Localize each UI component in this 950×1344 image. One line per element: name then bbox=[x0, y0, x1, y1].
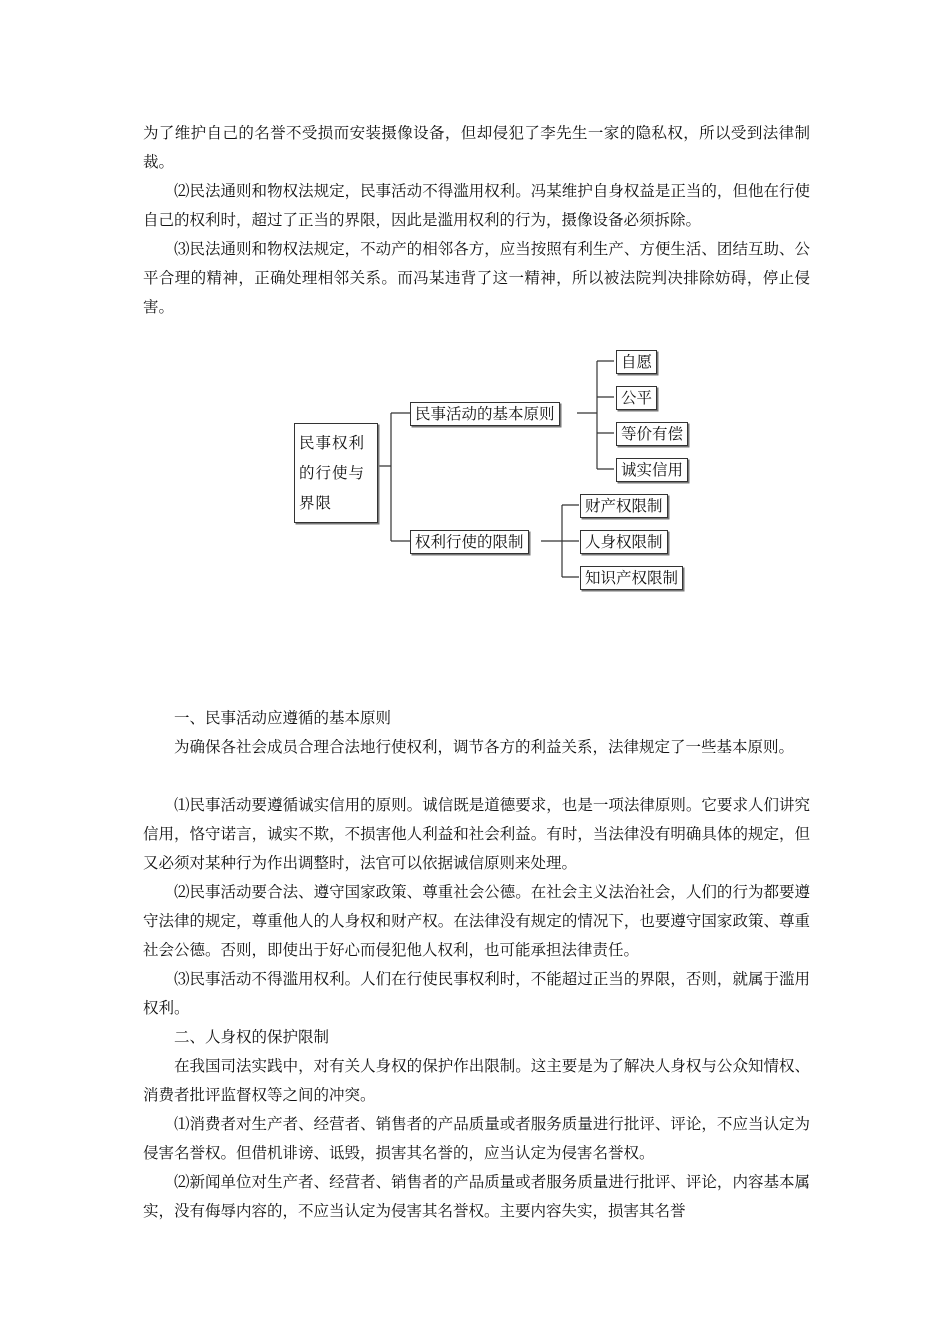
paragraph: ⑶民事活动不得滥用权利。人们在行使民事权利时，不能超过正当的界限，否则，就属于滥用权利。 bbox=[143, 970, 810, 1017]
paragraph: ⑵民事活动要合法、遵守国家政策、尊重社会公德。在社会主义法治社会，人们的行为都要遵守法律的规定，尊重他人的人身权和财产权。在法律没有规定的情况下，也要遵守国家政策、尊重社会公德。否则，即使出于好心而侵犯他人权利，也可能承担法律责任。 bbox=[143, 883, 810, 959]
paragraph: ⑴民事活动要遵循诚实信用的原则。诚信既是道德要求，也是一项法律原则。它要求人们讲究信用，恪守诺言，诚实不欺，不损害他人利益和社会利益。有时，当法律没有明确具体的规定，但又必须对某种行为作出调整时，法官可以依据诚信原则来处理。 bbox=[143, 796, 810, 872]
paragraph: ⑵民法通则和物权法规定，民事活动不得滥用权利。冯某维护自身权益是正当的，但他在行使自己的权利时，超过了正当的界限，因此是滥用权利的行为，摄像设备必须拆除。 bbox=[143, 182, 810, 229]
section-heading: 一、民事活动应遵循的基本原则 bbox=[174, 709, 392, 727]
paragraph: ⑵新闻单位对生产者、经营者、销售者的产品质量或者服务质量进行批评、评论，内容基本属实，没有侮辱内容的，不应当认定为侵害其名誉权。主要内容失实，损害其名誉 bbox=[143, 1173, 810, 1220]
diagram-item: 知识产权限制 bbox=[580, 566, 683, 590]
paragraph: ⑶民法通则和物权法规定，不动产的相邻各方，应当按照有利生产、方便生活、团结互助、公平合理的精神，正确处理相邻关系。而冯某违背了这一精神，所以被法院判决排除妨碍，停止侵害。 bbox=[143, 240, 810, 316]
section-heading: 二、人身权的保护限制 bbox=[174, 1028, 330, 1046]
diagram-item: 等价有偿 bbox=[616, 422, 688, 446]
paragraph: 在我国司法实践中，对有关人身权的保护作出限制。这主要是为了解决人身权与公众知情权、消费者批评监督权等之间的冲突。 bbox=[143, 1057, 810, 1104]
diagram-branch-principles: 民事活动的基本原则 bbox=[410, 402, 560, 426]
paragraph: 为确保各社会成员合理合法地行使权利，调节各方的利益关系，法律规定了一些基本原则。 bbox=[174, 738, 795, 756]
diagram-item: 诚实信用 bbox=[616, 458, 688, 482]
diagram-item: 人身权限制 bbox=[580, 530, 668, 554]
paragraph: 为了维护自己的名誉不受损而安装摄像设备，但却侵犯了李先生一家的隐私权，所以受到法律制裁。 bbox=[143, 124, 810, 171]
diagram-item: 自愿 bbox=[616, 350, 657, 374]
diagram-item: 公平 bbox=[616, 386, 657, 410]
paragraph: ⑴消费者对生产者、经营者、销售者的产品质量或者服务质量进行批评、评论，不应当认定为侵害名誉权。但借机诽谤、诋毁，损害其名誉的，应当认定为侵害名誉权。 bbox=[143, 1115, 810, 1162]
diagram-branch-limits: 权利行使的限制 bbox=[410, 530, 529, 554]
diagram-item: 财产权限制 bbox=[580, 494, 668, 518]
diagram-root-box: 民事权利的行使与界限 bbox=[294, 423, 378, 523]
